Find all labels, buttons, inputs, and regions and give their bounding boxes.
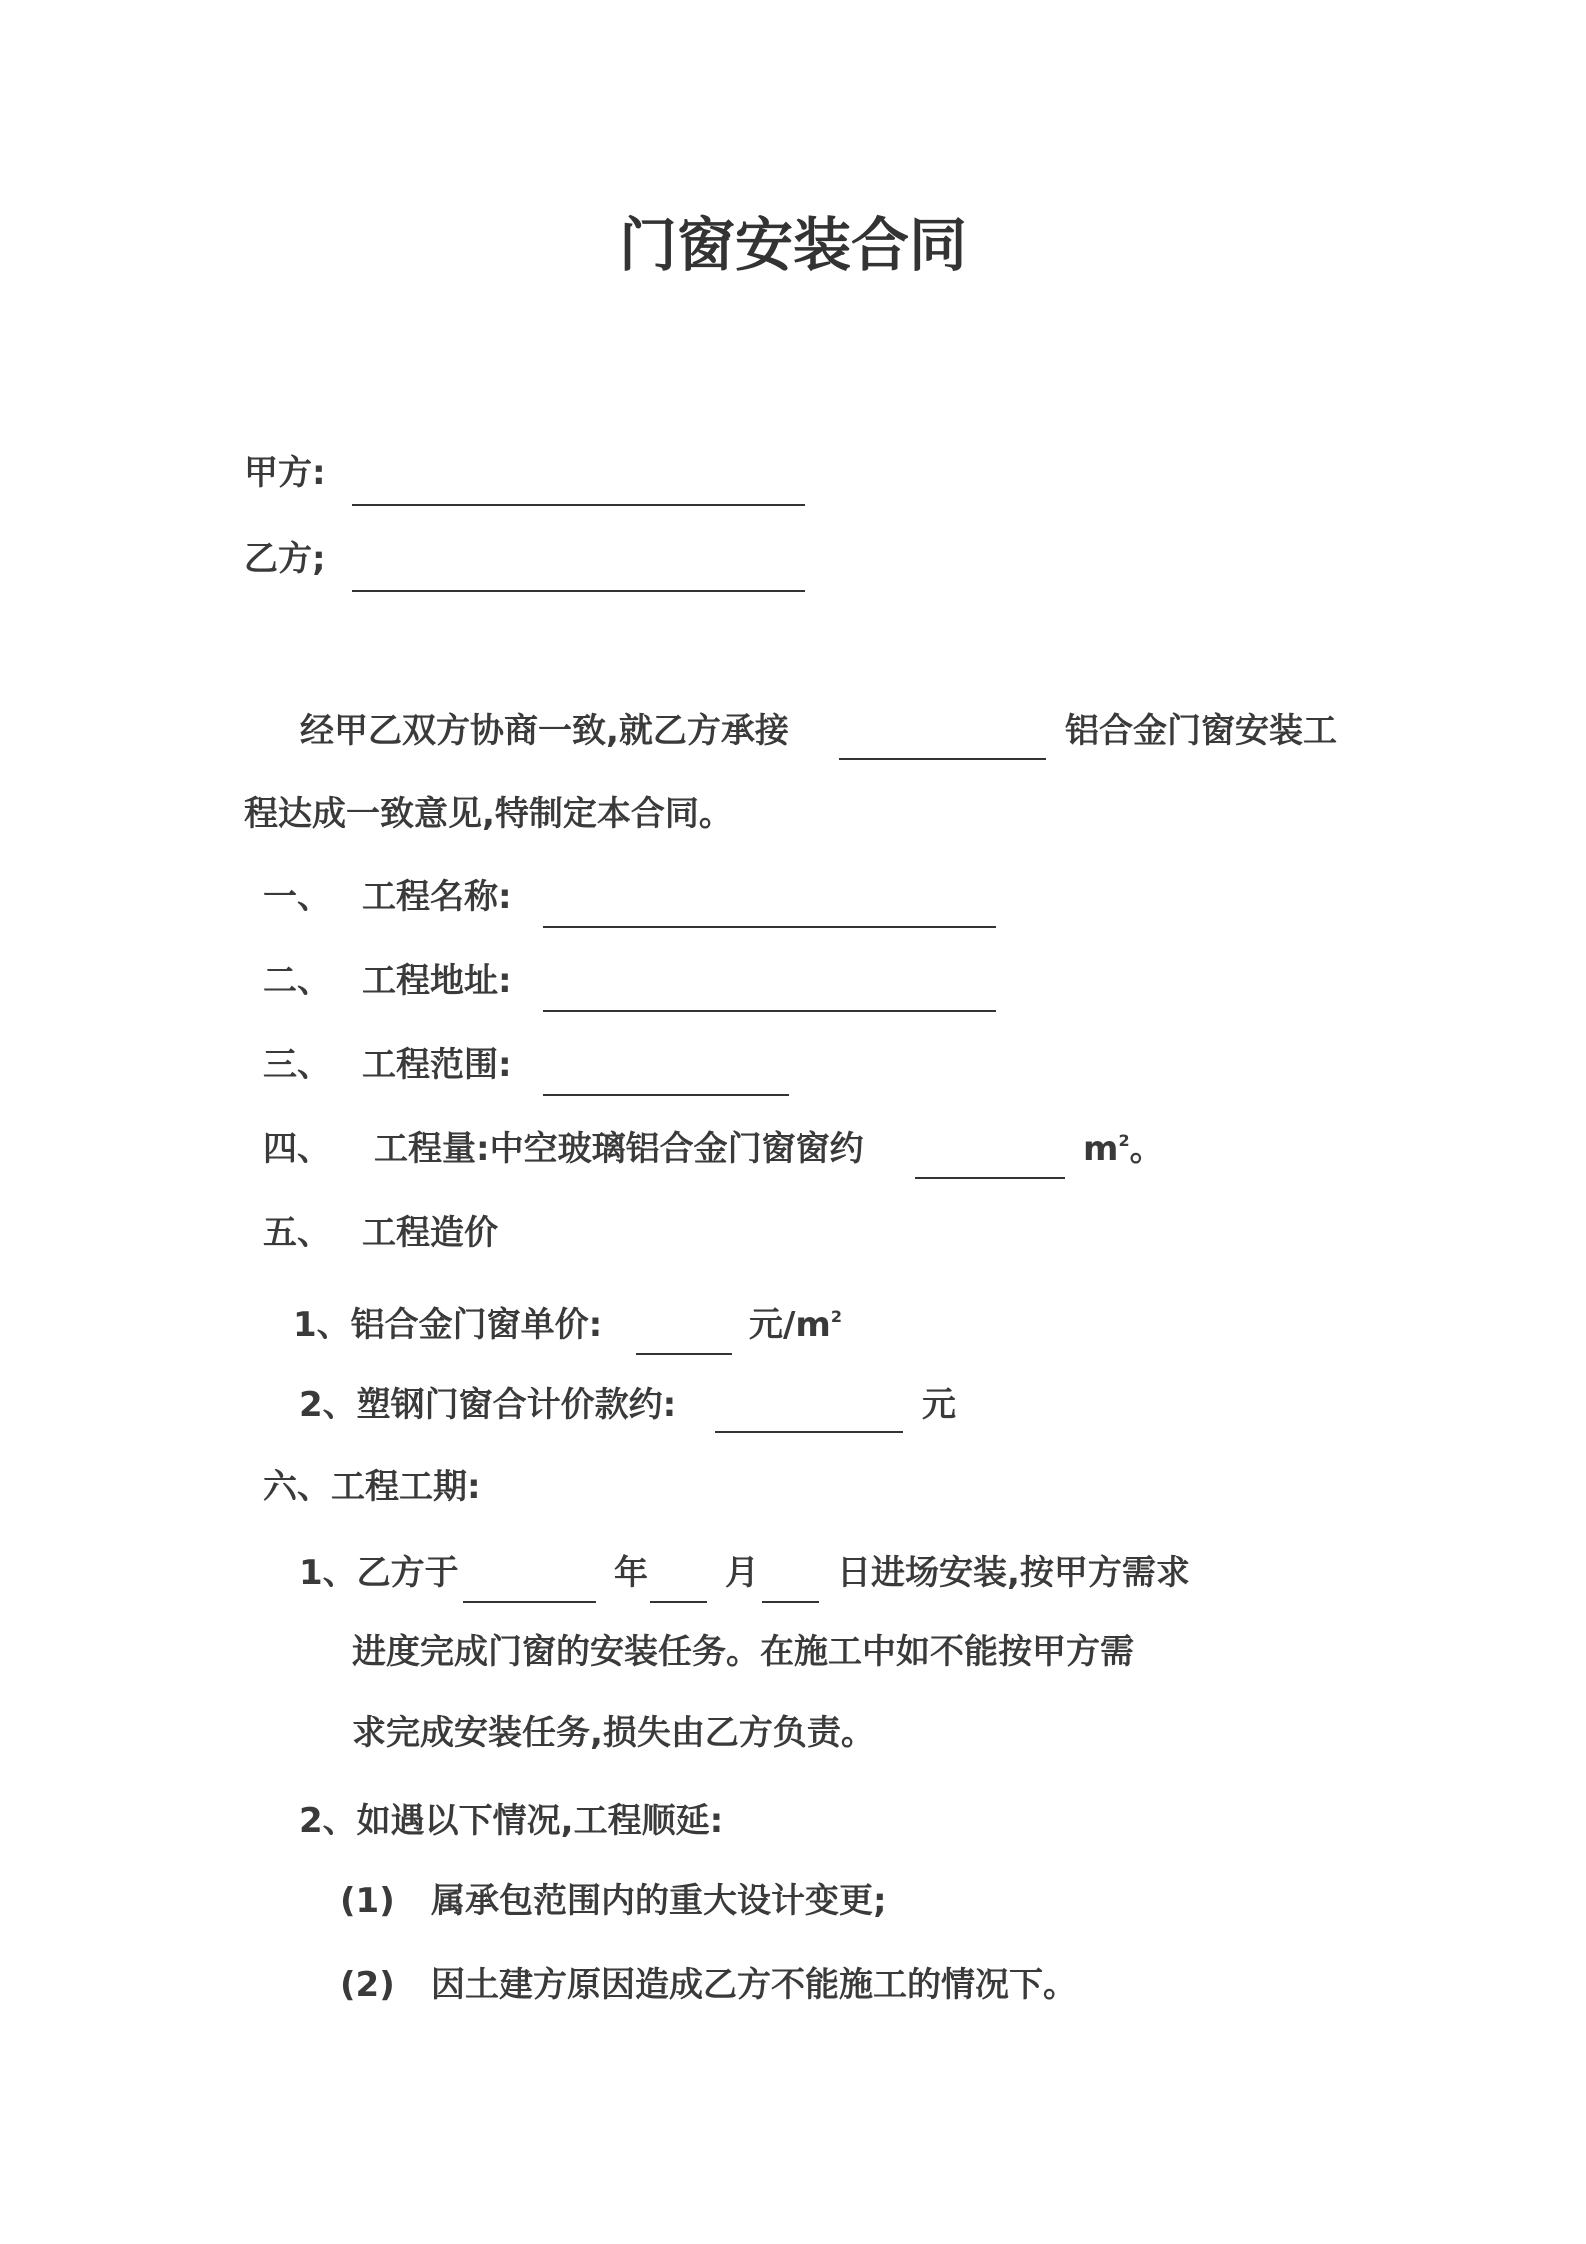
section-4-blank[interactable] (915, 1177, 1065, 1179)
party-a-label: 甲方: (244, 453, 326, 493)
section-6-label: 六、工程工期: (263, 1467, 481, 1507)
sub-item-2-number: (2) (340, 1965, 395, 2005)
total-price-blank[interactable] (715, 1431, 903, 1433)
section-5-number: 五、 (263, 1213, 331, 1253)
preamble-line1-end: 铝合金门窗安装工 (1065, 711, 1337, 751)
unit-sup: 2 (1118, 1131, 1130, 1150)
section-4-number: 四、 (263, 1129, 331, 1169)
section-6-item-1-day-rest: 日进场安装,按甲方需求 (837, 1553, 1190, 1593)
unit-m: m (1083, 1129, 1119, 1169)
section-1-number: 一、 (263, 877, 331, 917)
project-name-blank[interactable] (839, 758, 1046, 760)
section-6-item-1-line2: 进度完成门窗的安装任务。在施工中如不能按甲方需 (352, 1632, 1134, 1672)
preamble-line1-start: 经甲乙双方协商一致,就乙方承接 (300, 711, 789, 751)
month-label: 月 (725, 1553, 759, 1593)
unit-yuan-per-m: 元/m (749, 1305, 831, 1345)
preamble-line2: 程达成一致意见,特制定本合同。 (244, 794, 733, 834)
section-6-item-1-start: 1、乙方于 (299, 1553, 459, 1593)
section-3-label: 工程范围: (362, 1045, 512, 1085)
unit-price-blank[interactable] (636, 1353, 732, 1355)
unit-sup: 2 (830, 1307, 842, 1326)
section-6-item-1-line3: 求完成安装任务,损失由乙方负责。 (352, 1713, 875, 1753)
day-blank[interactable] (762, 1601, 819, 1603)
section-6-item-2-label: 2、如遇以下情况,工程顺延: (299, 1801, 724, 1841)
section-5-label: 工程造价 (362, 1213, 498, 1253)
party-b-blank[interactable] (352, 590, 805, 592)
year-blank[interactable] (463, 1601, 596, 1603)
sub-item-2-text: 因土建方原因造成乙方不能施工的情况下。 (431, 1965, 1077, 2005)
year-label: 年 (614, 1553, 648, 1593)
month-blank[interactable] (650, 1601, 707, 1603)
sub-item-1-text: 属承包范围内的重大设计变更; (431, 1881, 887, 1921)
document-title: 门窗安装合同 (618, 211, 967, 279)
sub-item-1-number: (1) (340, 1881, 395, 1921)
section-5-item-1-unit (749, 1305, 842, 1345)
section-2-number: 二、 (263, 961, 331, 1001)
section-3-blank[interactable] (543, 1094, 789, 1096)
section-5-item-2-label: 2、塑钢门窗合计价款约: (299, 1385, 677, 1425)
section-4-label: 工程量:中空玻璃铝合金门窗窗约 (374, 1129, 864, 1169)
section-4-unit (1083, 1129, 1164, 1169)
section-2-label: 工程地址: (362, 961, 512, 1001)
section-2-blank[interactable] (543, 1010, 996, 1012)
section-1-blank[interactable] (543, 926, 996, 928)
section-5-item-1-label: 1、铝合金门窗单价: (293, 1305, 603, 1345)
period: 。 (1129, 1129, 1164, 1169)
party-b-label: 乙方; (244, 539, 326, 579)
section-5-item-2-unit: 元 (922, 1385, 956, 1425)
party-a-blank[interactable] (352, 504, 805, 506)
section-3-number: 三、 (263, 1045, 331, 1085)
section-1-label: 工程名称: (362, 877, 512, 917)
